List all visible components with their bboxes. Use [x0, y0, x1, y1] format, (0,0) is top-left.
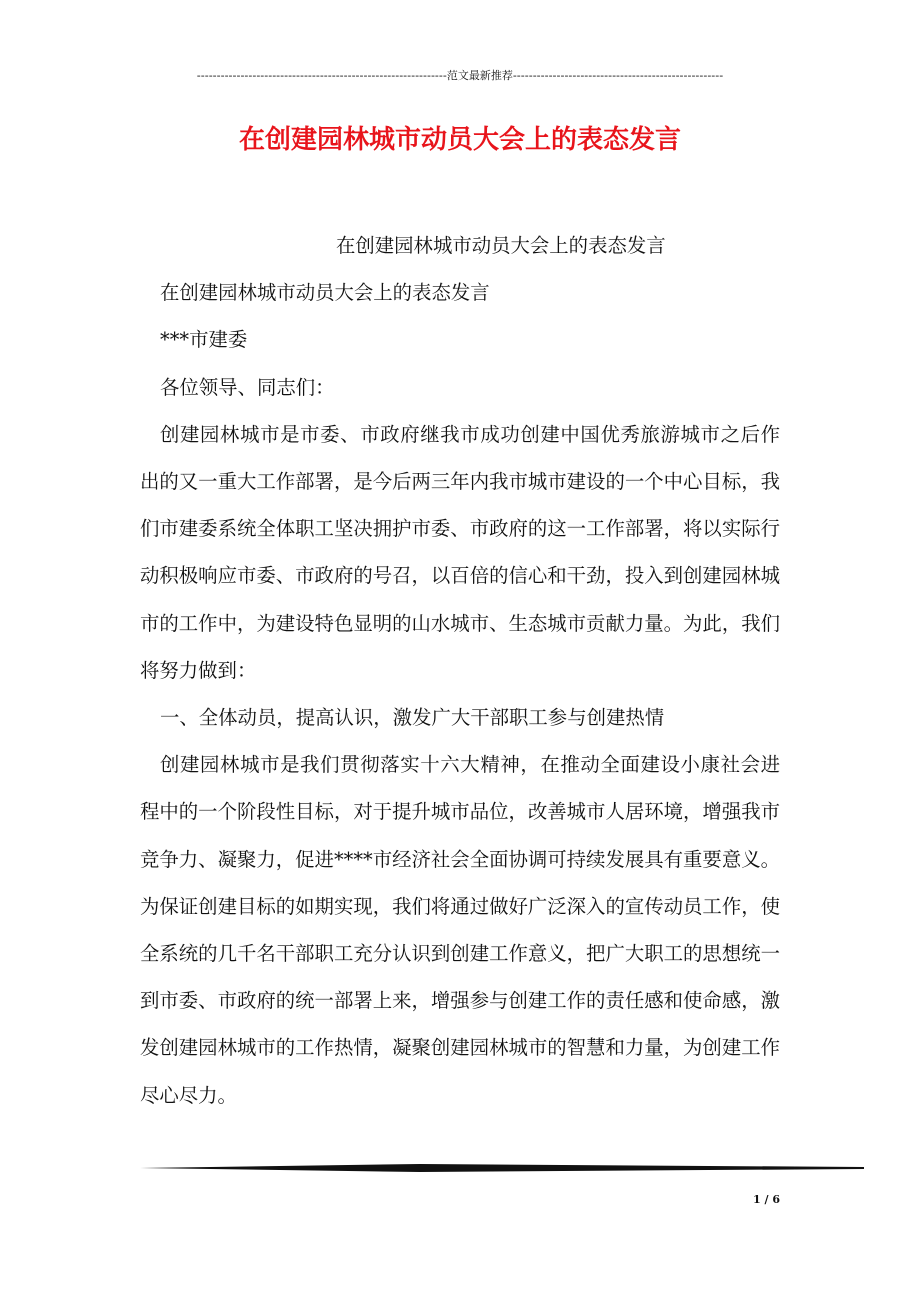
document-body	[140, 222, 780, 1119]
page-header: ---------------------------------------------------------------范文最新推荐-----------------------------------------------------	[196, 69, 724, 82]
author-line: ***市建委	[160, 328, 248, 352]
salutation: 各位领导、同志们：	[160, 375, 335, 399]
body-paragraph-section-1: 创建园林城市是我们贯彻落实十六大精神，在推动全面建设小康社会进程中的一个阶段性目标，对于提升城市品位，改善城市人居环境，增强我市竞争力、凝聚力，促进****市经济社会全面协调可持续发展具有重要意义。为保证创建目标的如期实现，我们将通过做好广泛深入的宣传动员工作，使全系统的几千名干部职工充分认识到创建工作意义，把广大职工的思想统一到市委、市政府的统一部署上来，增强参与创建工作的责任感和使命感，激发创建园林城市的工作热情，凝聚创建园林城市的智慧和力量，为创建工作尽心尽力。	[140, 753, 780, 1107]
document-title: 在创建园林城市动员大会上的表态发言	[238, 125, 681, 155]
footer-rule	[140, 1163, 864, 1173]
subtitle-repeat: 在创建园林城市动员大会上的表态发言	[160, 281, 490, 305]
body-paragraph-intro: 创建园林城市是市委、市政府继我市成功创建中国优秀旅游城市之后作出的又一重大工作部署，是今后两三年内我市城市建设的一个中心目标，我们市建委系统全体职工坚决拥护市委、市政府的这一工作部署，将以实际行动积极响应市委、市政府的号召，以百倍的信心和干劲，投入到创建园林城市的工作中，为建设特色显明的山水城市、生态城市贡献力量。为此，我们将努力做到：	[140, 422, 780, 682]
section-heading-1: 一、全体动员，提高认识，激发广大干部职工参与创建热情	[160, 706, 665, 730]
page-number: 1 / 6	[753, 1193, 780, 1206]
subtitle-centered: 在创建园林城市动员大会上的表态发言	[336, 234, 666, 257]
